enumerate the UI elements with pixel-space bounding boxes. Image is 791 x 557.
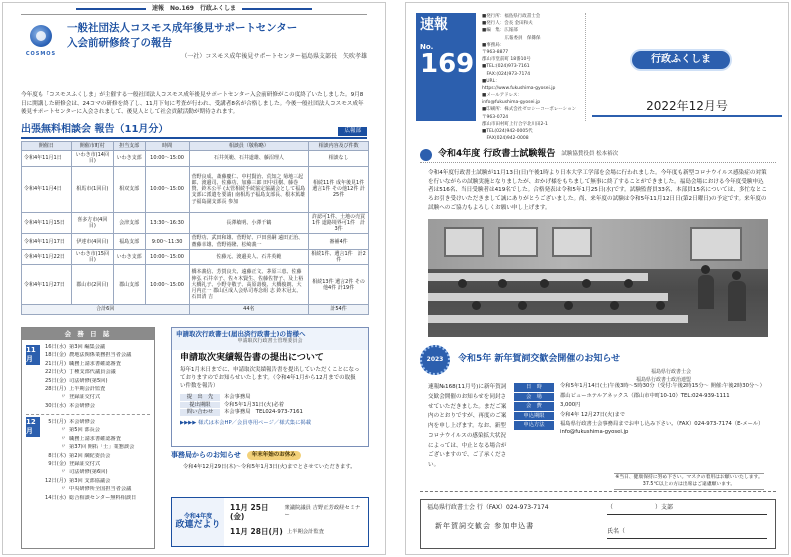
schedule-event: 登録証交付式	[69, 461, 101, 468]
shinsei-info-value: 本会事務局 TEL024-973-7161	[224, 409, 303, 416]
schedule-event: 第2回 綱紀委員会	[69, 452, 111, 459]
schedule-date: 25日(金)	[44, 377, 66, 384]
consult-content: 審補4件	[309, 234, 369, 250]
seiren-badge	[172, 498, 224, 546]
seiren-box	[171, 497, 369, 547]
photo-head	[701, 265, 710, 274]
masthead	[416, 13, 780, 142]
cosmos-logo-word: COSMOS	[25, 51, 57, 57]
publisher-info-line: https://www.fukushima-gyosei.jp	[482, 85, 556, 91]
schedule-november	[26, 343, 150, 410]
consult-time: 9:00～11:30	[145, 234, 189, 250]
photo-head	[518, 301, 527, 310]
consult-date: 令和4年11月4日	[22, 166, 72, 212]
photo-head	[732, 271, 741, 280]
nenga-detail-key: 会 場	[514, 393, 554, 402]
schedule-event: 総合相談センター無料相談日	[69, 494, 137, 501]
publisher-info-line: 〒963-8877	[482, 49, 509, 55]
exam-author: 試験協賛役員 松本裕次	[561, 151, 619, 158]
cosmos-logo	[21, 25, 61, 71]
schedule-date: 14日(水)	[44, 494, 66, 501]
nenga-detail-value: 郡山ビューホテルアネックス（郡山市中町10-10）TEL:024-939-1111	[560, 392, 730, 399]
exam-article-title	[420, 147, 776, 163]
table-row	[22, 151, 369, 167]
header-bar-left	[76, 8, 146, 10]
schedule-box	[21, 327, 155, 549]
list-item	[44, 377, 150, 385]
publisher-info-line: info@fukushima-gyosei.jp	[482, 100, 541, 106]
table-row	[22, 212, 369, 234]
consult-city: 伊達市(4回目)	[71, 234, 113, 250]
list-item	[44, 385, 150, 393]
form-fax-to: 福島県行政書士会 行（FAX）024-973-7174	[427, 504, 549, 511]
list-item	[44, 351, 150, 359]
photo-window	[444, 227, 484, 257]
consult-time: 10:00～15:00	[145, 249, 189, 265]
issue-no-label: No.	[420, 42, 434, 51]
consult-table	[21, 141, 369, 315]
shinsei-footer-link[interactable]: ▶▶▶▶ 様式は本会HP／会員専用ページ／様式集に掲載	[180, 419, 311, 426]
list-item	[44, 435, 150, 443]
consult-staff: 菅野良成、斎藤慶仁、中村賢治、荒知之 菊地三起郎、渡邊司、佐藤功、加藤三郎 田中荘樹、藤巻賛、鈴木公平 (太管相続手続協定協議会として福島支部に派遣を要請) 南相馬子福島支部長、根本篤雄子福島副支部長 参加	[189, 166, 309, 212]
photo-head	[656, 301, 665, 310]
form-name-label: 氏名（	[607, 528, 626, 535]
publisher-info-line: 郡山市田村町上行合字北川田2-1	[482, 121, 548, 127]
list-item	[44, 427, 150, 435]
consult-content: 相続13件 遺言2件 その他4件 計19件	[309, 265, 369, 305]
bullet-circle-icon	[420, 149, 432, 161]
photo-desk	[428, 293, 668, 301]
header-bar-right	[242, 8, 312, 10]
shinsei-info-key: 問い合わせ	[180, 409, 220, 416]
schedule-event: 上半期会計監査	[69, 385, 106, 392]
nenga-detail-value: 令和4年 12月27日(火)まで	[560, 411, 626, 418]
sokuho-label: 速報	[420, 17, 448, 33]
consult-date: 令和4年11月17日	[22, 234, 72, 250]
schedule-date: 〃	[60, 394, 66, 401]
list-item	[44, 402, 150, 410]
exam-title-text: 令和4年度 行政書士試験報告	[438, 148, 556, 159]
consult-branch: 相双支部	[113, 166, 145, 212]
schedule-nov-list	[44, 343, 150, 410]
cosmos-article-header	[21, 19, 367, 91]
office-notice	[171, 451, 369, 493]
publisher-info-line: FAX:(024)973-7174	[482, 71, 531, 77]
schedule-event: 本会研修会	[69, 402, 95, 409]
shinsei-info-row	[180, 394, 360, 401]
cosmos-subtitle: （一社）コスモス成年後見サポートセンター福島県支部長 矢吹孝雄	[181, 53, 367, 60]
list-item	[44, 360, 150, 368]
photo-head	[472, 301, 481, 310]
cut-line	[420, 491, 776, 492]
office-notice-heading: 事務局からのお知らせ	[171, 451, 241, 460]
schedule-december	[26, 414, 150, 502]
consult-date: 令和4年11月1日	[22, 151, 72, 167]
nenga-article-title	[420, 345, 776, 375]
schedule-date: 〃	[60, 435, 66, 442]
consult-date: 令和4年11月22日	[22, 249, 72, 265]
month-badge-dec: 12月	[26, 417, 40, 437]
form-name-line[interactable]	[607, 538, 767, 539]
consult-branch: いわき支部	[113, 249, 145, 265]
schedule-date: 28日(月)	[44, 385, 66, 392]
consult-city: いわき市(14回目)	[71, 151, 113, 167]
publisher-info-line: ■編 集：広報部	[482, 28, 518, 34]
photo-board	[690, 227, 742, 261]
consult-staff: 長澤敏明、小澤千鶴	[189, 212, 309, 234]
table-row	[22, 234, 369, 250]
publisher-info-line: ■発行人：会長 金田和夫	[482, 21, 533, 27]
schedule-date: 8日(木)	[48, 452, 66, 459]
photo-head	[610, 301, 619, 310]
nenga-organizer-1: 福島県行政書士会	[651, 369, 692, 375]
publisher-info-line: ■URL：	[482, 78, 500, 84]
consult-content: 許認可1件、土地の売買1件 道路境界可1件 計3件	[309, 212, 369, 234]
consult-tag: 広報部	[338, 127, 367, 136]
consult-staff: 石井英範、石井道雄、藤沼理人	[189, 151, 309, 167]
publisher-info-line: ■メールアドレス：	[482, 93, 523, 99]
photo-desk	[428, 315, 688, 323]
office-notice-title	[171, 451, 369, 460]
schedule-event: 第3回 支部協議会	[69, 477, 111, 484]
schedule-date: 5日(月)	[48, 419, 66, 426]
schedule-event: 第3回 編集会議	[69, 343, 106, 350]
schedule-date: 〃	[60, 444, 66, 451]
list-item	[44, 343, 150, 351]
consult-content: 相続1件、遺言1件 計2件	[309, 249, 369, 265]
shinsei-info-key: 提出期限	[180, 402, 220, 409]
schedule-date: 16日(水)	[44, 343, 66, 350]
nenga-detail-key: 日 時	[514, 383, 554, 392]
shinsei-head-sub: 申請取次行政書士管理委員会	[237, 338, 303, 345]
consult-date: 令和4年11月15日	[22, 212, 72, 234]
issue-date: 2022年12月号	[646, 99, 728, 113]
left-header	[21, 3, 367, 15]
schedule-event: 中央研修所全国担当者会議	[69, 486, 132, 493]
office-notice-text: 令和4年12月29日(木)～令和5年1月3日(火)までとさせていただきます。	[183, 463, 356, 470]
schedule-dec-list	[44, 418, 150, 502]
consult-header-cell: 担当支部	[113, 141, 145, 150]
consult-city: 郡山市(2回目)	[71, 265, 113, 305]
schedule-date: 〃	[60, 486, 66, 493]
seiren-items	[224, 498, 368, 546]
shinsei-info-row	[180, 409, 360, 416]
seiren-badge-title: 政連だより	[175, 520, 221, 531]
consult-header-cell: 時間	[145, 141, 189, 150]
exam-body-text: 令和4年度行政書士試験が11月13日(日)午後1時より日本大学工学部を会場に行われました。今年度も新型コロナウイルス感染症の対策を行いながらの試験実施となりましたが、おかげ様をもちまして無事に終了することができました。福島会場における今年度受験申込者は516名、当日受験者は419名でした。合格発表は令和5年1月25日(水)です。試験監督員33名、本部員15名については、多忙なところお引き受けいただきまして誠にありがとうございました。尚、来年度の試験は令和5年11月12日日(第2日曜日)の予定です。来年度の試験へのご協力もよろしくお願い申し上げます。	[428, 170, 767, 211]
issue-underline	[592, 115, 782, 117]
publisher-info-line: ■発行所：福島県行政書士会	[482, 14, 541, 19]
consult-table-header-row	[22, 141, 369, 150]
photo-standing-person	[728, 281, 746, 321]
nenga-health-note: ※当日、健康保持に努め下さい。マスクの着用はお願いいたします。37.5℃以上の方は出席はご遠慮願います。	[614, 473, 764, 490]
seiren-item	[230, 522, 362, 542]
schedule-date: 22日(火)	[44, 369, 66, 376]
consult-time: 13:30～16:30	[145, 212, 189, 234]
magazine-logo: 行政ふくしま	[630, 49, 732, 71]
form-branch-line[interactable]	[607, 514, 767, 515]
nenga-detail-value: 福島県行政書士会事務局までお申し込み下さい。（FAX）024-973-7174（E-メール）info@fukushima-gyosei.jp	[560, 421, 764, 436]
application-form	[420, 499, 776, 549]
publisher-info-line: ■TEL:(024)973-7161	[482, 64, 530, 70]
nenga-detail-key: 申込方法	[514, 421, 554, 430]
nenga-detail-value: 3,000円	[560, 402, 581, 409]
consult-time: 10:00～15:00	[145, 151, 189, 167]
shinsei-main-title: 申請取次実績報告書の提出について	[180, 353, 324, 363]
consult-content: 相談なし	[309, 151, 369, 167]
consult-time: 10:00～15:00	[145, 166, 189, 212]
publisher-info-line: 郡山市堂前町 18番10号	[482, 57, 531, 63]
photo-head	[498, 279, 507, 288]
list-item	[44, 443, 150, 451]
shinsei-notice	[171, 327, 369, 447]
consult-staff: 橋本義信、芳賀良夫、遠藤正文、茅原三恵、佐藤伸弘 石井幸子、佐々木賢生、佐藤佐智子、及上裕 大橋礼子、小野寺敬子、高原壽俊、大橋俊朗、大月内正一 郡山区成人会県司専念組 志 鈴木冠太、石田清 吉	[189, 265, 309, 305]
shinsei-head	[172, 328, 368, 350]
photo-window	[552, 227, 592, 257]
schedule-date: 18日(金)	[44, 352, 66, 359]
consult-branch: 郡山支部	[113, 265, 145, 305]
seiren-item-date: 11月 28日(月)	[230, 527, 283, 537]
list-item	[44, 494, 150, 502]
consult-total-count: 計54件	[309, 305, 369, 314]
photo-head	[624, 279, 633, 288]
schedule-date: 30日(水)	[44, 402, 66, 409]
shinsei-text: 毎年1月末日までに、申請取次実績報告書を提出していただくことになっておりますのでお知らせいたします。（令和4年1月から12月までの取扱い件数を報告）	[180, 367, 360, 390]
schedule-event: 職務上請求書確認審査	[69, 435, 121, 442]
seiren-item-date: 11月 25日(金)	[230, 502, 269, 521]
table-row	[22, 249, 369, 265]
schedule-event: 司法研修(第6回)	[69, 469, 108, 476]
schedule-date: 21日(月)	[44, 360, 66, 367]
schedule-event: 司法研修(第5回)	[69, 377, 108, 384]
list-item	[44, 468, 150, 476]
publisher-info-line: ■事務局：	[482, 42, 505, 48]
publisher-info-line: 〒963-0724	[482, 114, 509, 120]
nenga-organizer-2: 福島県行政書士政治連盟	[636, 376, 692, 383]
schedule-event: 登録証交付式	[69, 394, 101, 401]
publisher-info-line: ■TEL(024)942-0005代	[482, 129, 533, 134]
consult-staff: 佐藤元、渡邊美人、石井英範	[189, 249, 309, 265]
consult-branch: 福島支部	[113, 234, 145, 250]
publisher-info	[480, 13, 586, 142]
seiren-item-what: 上半期会計監査	[286, 528, 324, 535]
shinsei-info-value: 令和5年1月31日(火)必着	[224, 401, 284, 408]
nenga-detail-value: 令和5年1月14日(土)午後3時～5時30分（受付:午後2時15分～ 開催:午後2時30分～）	[560, 383, 765, 389]
cosmos-logo-mark-icon	[30, 25, 52, 47]
list-item	[44, 452, 150, 460]
consult-time: 10:00～15:00	[145, 265, 189, 305]
shinsei-info-value: 本会事務局	[224, 394, 251, 401]
publisher-info-line: FAX(024)942-0008	[482, 136, 529, 142]
nenga-detail-key: 申込期限	[514, 412, 554, 421]
schedule-event: 農地法関係業務担当者会議	[69, 352, 132, 359]
consult-content: 相続11件 成年後見1件 遺言1件 その他12件 計25件	[309, 166, 369, 212]
schedule-date: 〃	[60, 427, 66, 434]
right-page	[405, 2, 789, 555]
list-item	[44, 477, 150, 485]
consult-section-title	[21, 125, 367, 139]
schedule-event: 第5回 部長会	[69, 427, 100, 434]
list-item	[44, 460, 150, 468]
shinsei-info-key: 提 出 先	[180, 394, 220, 401]
schedule-date: 9日(金)	[48, 461, 66, 468]
year-badge: 2023	[420, 345, 450, 375]
seiren-badge-year: 令和4年度	[183, 512, 213, 520]
form-title: 新年賀詞交歓会 参加申込書	[435, 522, 535, 530]
nenga-detail-row	[514, 402, 776, 411]
schedule-date: 〃	[60, 469, 66, 476]
list-item	[44, 418, 150, 426]
nenga-detail-key: 会 費	[514, 402, 554, 411]
issue-number: 169	[420, 49, 475, 80]
consult-header-cell: 相談員（敬称略）	[189, 141, 309, 150]
cosmos-title-line2: 入会前研修終了の報告	[67, 37, 172, 50]
list-item	[44, 368, 150, 376]
photo-head	[458, 279, 467, 288]
photo-window	[498, 227, 538, 257]
cosmos-title-line1: 一般社団法人コスモス成年後見サポートセンター	[67, 22, 298, 34]
table-row	[22, 166, 369, 212]
consult-total-staff: 44名	[189, 305, 309, 314]
publisher-info-line: 広報委員 保篠保	[482, 35, 541, 41]
nenga-detail-row	[514, 393, 776, 402]
schedule-event: 職務上請求書確認審査	[69, 360, 121, 367]
seiren-item	[230, 502, 362, 522]
schedule-event: 本会研修会	[69, 419, 95, 426]
consult-city: いわき市(15回目)	[71, 249, 113, 265]
nenga-title-text: 令和5年 新年賀詞交歓会開催のお知らせ	[458, 354, 621, 365]
left-page	[2, 2, 386, 555]
consult-header-cell: 開催日	[22, 141, 72, 150]
shinsei-head-title: 申請取次行政書士(届出済行政書士)の皆様へ	[176, 330, 306, 338]
left-header-text: 速報 No.169 行政ふくしま	[152, 4, 236, 12]
list-item	[44, 393, 150, 401]
nenga-intro-text: 速報№168(11月号)に新年賀詞交歓会開催のお知らせを同封させていただきました。まだご案内のとおりですが、再度のご案内を申し上げます。なお、新型コロナウイルスの感染拡大状況によっては、中止となる場合がございますので、ご了承ください。	[428, 384, 507, 469]
holiday-pill: 年末年始のお休み	[247, 451, 301, 460]
nenga-details	[514, 383, 776, 438]
table-row	[22, 265, 369, 305]
photo-head	[564, 301, 573, 310]
cosmos-body-text: 今年度も「コスモスふくしま」が主催する一般社団法人コスモス成年後見サポートセンター入会前研修がこの度終了いたしました。9月8日に開講した研修会は、24コマの研修を終了し、11月下旬に考査が行われ、受講者8名が合格しました。今後一般社団法人コスモス成年後見サポートセンターに入会されまして、後見人として社会貢献活動が期待されます。	[21, 92, 364, 116]
consult-city: 喜多方市(4回目)	[71, 212, 113, 234]
consult-date: 令和4年11月27日	[22, 265, 72, 305]
consult-header-cell: 開催市町村	[71, 141, 113, 150]
schedule-event: 第37回 開拓「士」業懇談会	[69, 444, 135, 451]
nenga-detail-row	[514, 412, 776, 421]
consult-total-row	[22, 305, 369, 314]
consult-staff: 菅野功、武田和雄、菅野好、戸田喜嗣 遠田正治、齋藤幸雄、菅野裕隆、松崎義一	[189, 234, 309, 250]
shinsei-info-row	[180, 402, 360, 409]
month-badge-nov: 11月	[26, 345, 40, 365]
photo-head	[540, 279, 549, 288]
schedule-title: 会 務 日 誌	[22, 328, 154, 340]
consult-header-cell: 相談内容及び件数	[309, 141, 369, 150]
consult-title: 出張無料相談会 報告（11月分）	[21, 124, 169, 136]
schedule-event: 丁種支部代議員会議	[69, 369, 116, 376]
list-item	[44, 485, 150, 493]
consult-branch: 会津支部	[113, 212, 145, 234]
sokuho-block	[416, 13, 476, 121]
form-branch-label: （ ）支部	[607, 504, 674, 511]
publisher-info-line: ■印刷所：株式会社ゼロシーコーポレーション	[482, 107, 577, 113]
consult-city: 相馬市(1回目)	[71, 166, 113, 212]
schedule-date: 12日(月)	[44, 477, 66, 484]
nenga-organizers	[636, 369, 691, 384]
consult-total-label: 合計6回	[22, 305, 190, 314]
photo-standing-person	[698, 275, 714, 309]
consult-branch: いわき支部	[113, 151, 145, 167]
photo-head	[582, 279, 591, 288]
nenga-detail-row	[514, 421, 776, 436]
seiren-item-what: 衆議院議員 吉野正芳政経セミナー	[284, 505, 361, 518]
exam-room-photo	[428, 219, 768, 337]
cosmos-title	[67, 21, 367, 51]
nenga-detail-row	[514, 383, 776, 392]
